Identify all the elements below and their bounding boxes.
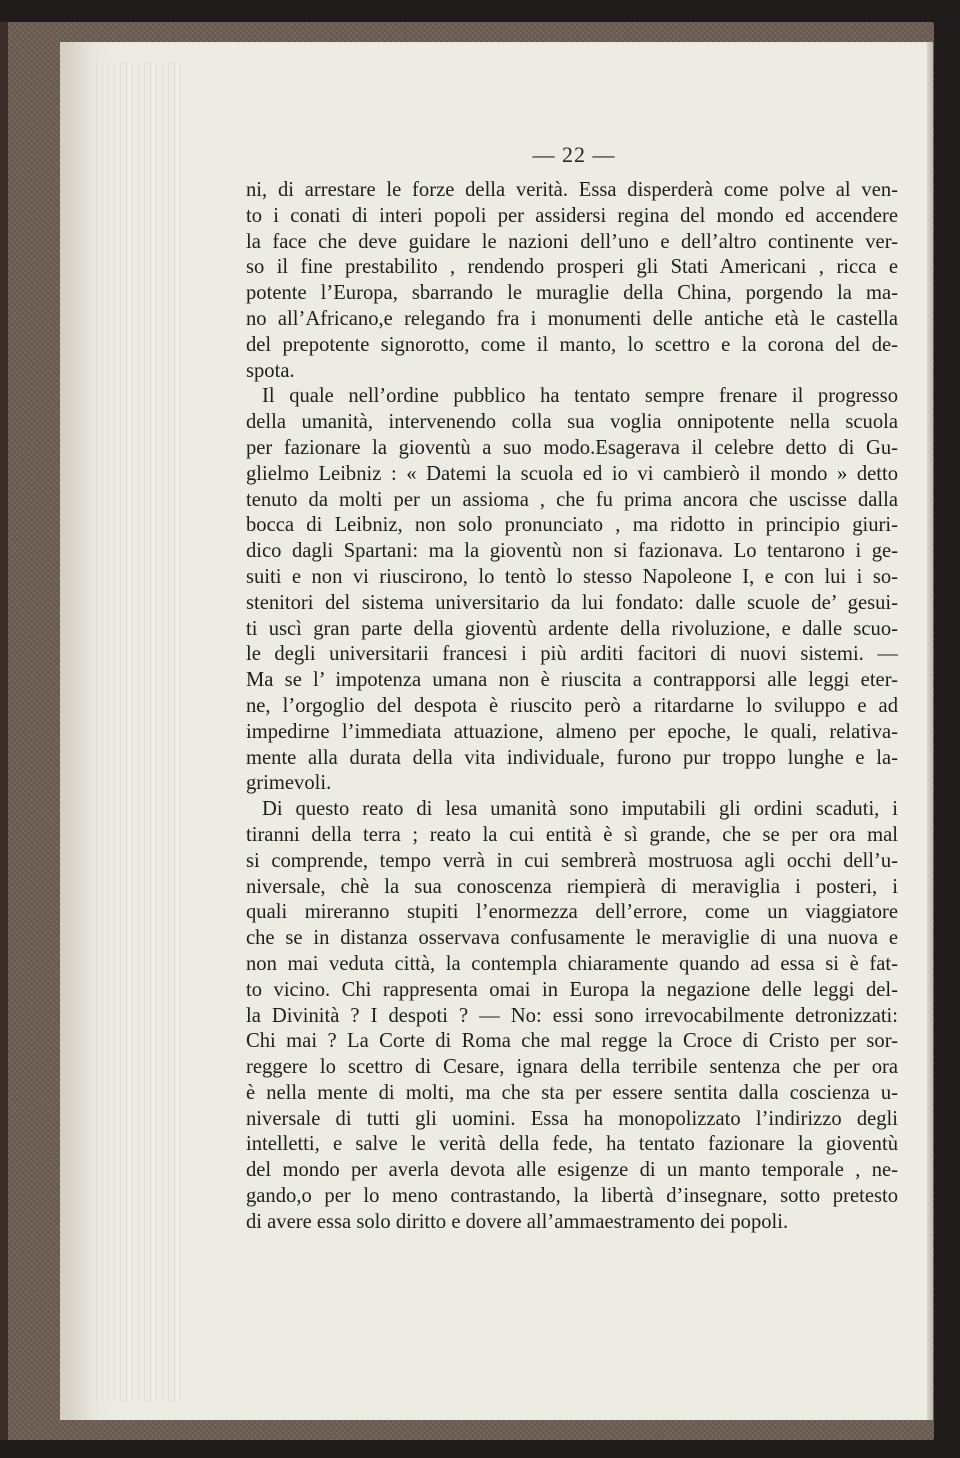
text-line: ti uscì gran parte della gioventù ardente della rivoluzione, e dalle scuo- bbox=[246, 617, 898, 640]
text-line: no all’Africano,e relegando fra i monumenti delle antiche età le castella bbox=[246, 307, 898, 330]
text-line: dico dagli Spartani: ma la gioventù non si fazionava. Lo tentarono i ge- bbox=[246, 540, 898, 563]
text-line: ni, di arrestare le forze della verità. Essa disperderà come polve al ven- bbox=[246, 179, 898, 201]
text-line: della umanità, intervenendo colla sua voglia onnipotente nella scuola bbox=[246, 411, 898, 434]
page-edge bbox=[927, 42, 933, 1420]
text-line: Ma se l’ impotenza umana non è riuscita a contrapporsi alle leggi eter- bbox=[246, 669, 898, 692]
text-line: to i conati di interi popoli per assidersi regina del mondo ed accendere bbox=[246, 204, 898, 227]
text-line: spota. bbox=[246, 359, 295, 382]
text-line: di avere essa solo diritto e dovere all’ammaestramento dei popoli. bbox=[246, 1210, 789, 1233]
body-text bbox=[246, 178, 898, 1236]
text-line: Chi mai ? La Corte di Roma che mal regge la Croce di Cristo per sor- bbox=[246, 1030, 898, 1053]
text-line: del mondo per averla devota alle esigenze di un manto temporale , ne- bbox=[246, 1159, 898, 1182]
text-line: per fazionare la gioventù a suo modo.Esagerava il celebre detto di Gu- bbox=[246, 436, 898, 459]
text-line: reggere lo scettro di Cesare, ignara della terribile sentenza che per ora bbox=[246, 1056, 898, 1079]
text-line: che se in distanza osservava confusamente le meraviglie di una nuova e bbox=[246, 927, 898, 950]
text-line: so il fine prestabilito , rendendo prosperi gli Stati Americani , ricca e bbox=[246, 256, 898, 279]
text-line: quali mireranno stupiti l’enormezza dell’errore, come un viaggiatore bbox=[246, 901, 898, 924]
text-line: glielmo Leibniz : « Datemi la scuola ed io vi cambierò il mondo » detto bbox=[246, 462, 898, 485]
text-line: intelletti, e salve le verità della fede, ha tentato fazionare la gioventù bbox=[246, 1133, 898, 1156]
text-line: suiti e non vi riuscirono, lo tentò lo stesso Napoleone I, e con lui i so- bbox=[246, 565, 898, 588]
text-line: mente alla durata della vita individuale, furono pur troppo lunghe e la- bbox=[246, 746, 898, 769]
text-line: Il quale nell’ordine pubblico ha tentato sempre frenare il progresso bbox=[262, 385, 898, 408]
text-line: si comprende, tempo verrà in cui sembrerà mostruosa agli occhi dell’u- bbox=[246, 849, 898, 872]
text-line: niversale di tutti gli uomini. Essa ha monopolizzato l’indirizzo degli bbox=[246, 1107, 898, 1130]
text-line: potente l’Europa, sbarrando le muraglie della China, porgendo la ma- bbox=[246, 282, 898, 305]
text-line: tenuto da molti per un assioma , che fu prima ancora che uscisse dalla bbox=[246, 488, 898, 511]
text-line: la face che deve guidare le nazioni dell’uno e dell’altro continente ver- bbox=[246, 230, 898, 253]
text-line: le degli universitarii francesi i più arditi facitori di nuovi sistemi. — bbox=[246, 643, 898, 666]
text-line: Di questo reato di lesa umanità sono imputabili gli ordini scaduti, i bbox=[262, 798, 898, 821]
text-line: bocca di Leibniz, non solo pronunciato , ma ridotto in principio giuri- bbox=[246, 514, 898, 537]
page-number: — 22 — bbox=[532, 142, 616, 167]
book-spine bbox=[0, 22, 8, 1440]
text-line: la Divinità ? I despoti ? — No: essi sono irrevocabilmente detronizzati: bbox=[246, 1004, 898, 1027]
text-line: gando,o per lo meno contrastando, la libertà d’insegnare, sotto pretesto bbox=[246, 1185, 898, 1208]
text-line: del prepotente signorotto, come il manto, lo scettro e la corona del de- bbox=[246, 333, 898, 356]
text-line: non mai veduta città, la contempla chiaramente quando ad essa si è fat- bbox=[246, 952, 898, 975]
gutter-shadow bbox=[96, 62, 186, 1402]
text-line: to vicino. Chi rappresenta omai in Europa la negazione delle leggi del- bbox=[246, 978, 898, 1001]
text-line: stenitori del sistema universitario da lui fondato: dalle scuole de’ gesui- bbox=[246, 591, 898, 614]
text-line: tiranni della terra ; reato la cui entità è sì grande, che se per ora mal bbox=[246, 823, 898, 846]
text-line: è nella mente di molti, ma che sta per essere sentita dalla coscienza u- bbox=[246, 1081, 898, 1104]
text-line: impedirne l’immediata attuazione, almeno per epoche, le quali, relativa- bbox=[246, 720, 898, 743]
text-line: niversale, chè la sua conoscenza riempierà di meraviglia i posteri, i bbox=[246, 875, 898, 898]
text-line: ne, l’orgoglio del despota è riuscito però a ritardarne lo sviluppo e ad bbox=[246, 694, 898, 717]
text-line: grimevoli. bbox=[246, 772, 332, 795]
